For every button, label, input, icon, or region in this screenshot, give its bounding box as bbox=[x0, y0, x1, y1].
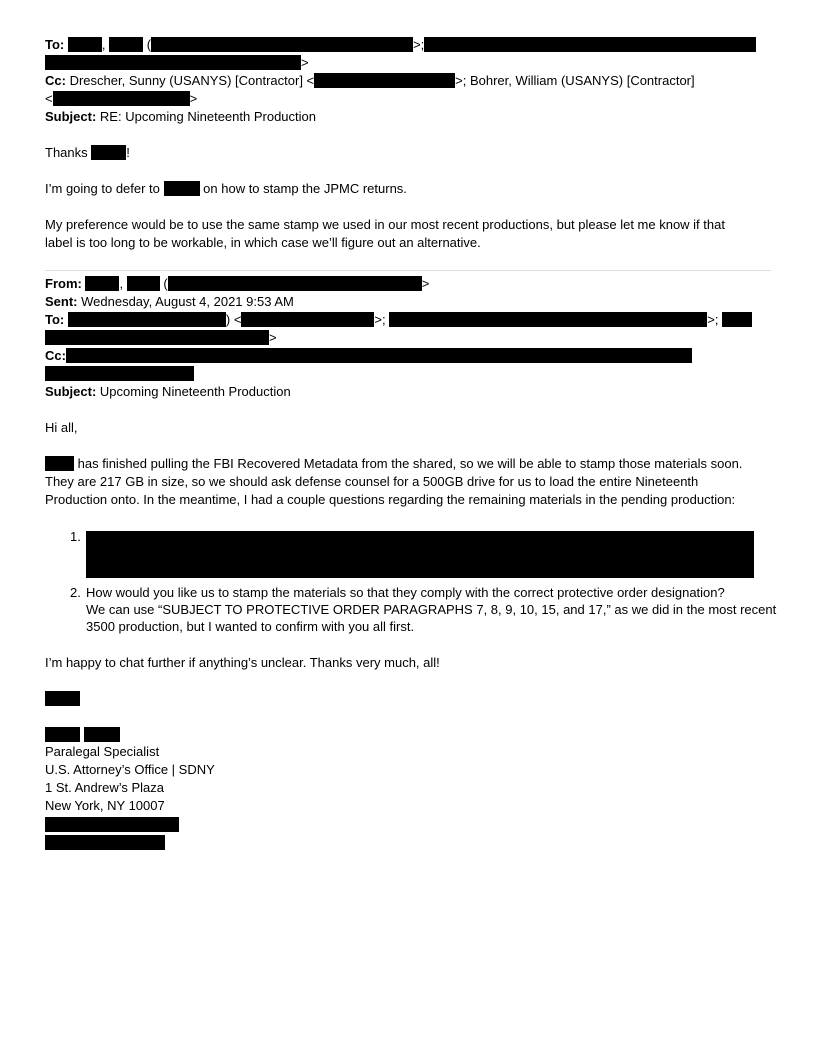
list-item-2-line-1: How would you like us to stamp the materials so that they comply with the correct protective order designation? bbox=[86, 585, 725, 600]
body-line-2: They are 217 GB in size, so we should ask defense counsel for a 500GB drive for us to load the entire Nineteenth bbox=[45, 474, 699, 489]
cc-recipient-1: Drescher, Sunny (USANYS) [Contractor] < bbox=[69, 73, 315, 88]
redaction bbox=[45, 456, 74, 471]
redaction bbox=[127, 276, 160, 291]
separator: < bbox=[45, 91, 53, 106]
sent-date: Wednesday, August 4, 2021 9:53 AM bbox=[81, 294, 294, 309]
list-number-1: 1. bbox=[70, 529, 81, 544]
redaction bbox=[85, 276, 119, 291]
redaction bbox=[241, 312, 374, 327]
preference-line-2: label is too long to be workable, in which case we’ll figure out an alternative. bbox=[45, 235, 481, 250]
original-to-line-cont: > bbox=[45, 329, 277, 346]
redaction bbox=[314, 73, 455, 88]
separator: >; bbox=[413, 37, 425, 52]
reply-cc-line-cont bbox=[45, 90, 197, 107]
reply-to-line-cont bbox=[45, 54, 309, 71]
message-divider bbox=[45, 270, 771, 271]
redaction-list-item-1 bbox=[86, 531, 754, 578]
sig-address-2: New York, NY 10007 bbox=[45, 798, 165, 813]
original-subject-line bbox=[45, 383, 291, 400]
redaction-sig-phone bbox=[45, 817, 179, 832]
original-cc-line bbox=[45, 347, 692, 364]
redaction bbox=[68, 312, 226, 327]
redaction bbox=[722, 312, 752, 327]
preference-line-1: My preference would be to use the same stamp we used in our most recent productions, but please let me know if that bbox=[45, 217, 725, 232]
original-to-line: To: ) < >; >; bbox=[45, 311, 752, 328]
to-label: To: bbox=[45, 312, 65, 327]
cc-label: Cc: bbox=[45, 348, 66, 363]
redaction bbox=[109, 37, 143, 52]
reply-to-line bbox=[45, 36, 756, 53]
greeting: Hi all, bbox=[45, 420, 78, 435]
list-item-2-line-2: We can use “SUBJECT TO PROTECTIVE ORDER PARAGRAPHS 7, 8, 9, 10, 15, and 17,” as we did in the most recent bbox=[86, 602, 777, 617]
list-number-2: 2. bbox=[70, 585, 81, 600]
redaction bbox=[53, 91, 190, 106]
cc-recipient-2: >; Bohrer, William (USANYS) [Contractor] bbox=[455, 73, 695, 88]
reply-cc-line bbox=[45, 72, 695, 89]
redaction bbox=[68, 37, 102, 52]
sig-title: Paralegal Specialist bbox=[45, 744, 160, 759]
original-sent-line bbox=[45, 293, 294, 310]
thanks-line: Thanks ! bbox=[45, 145, 130, 160]
separator: ( bbox=[146, 37, 152, 52]
original-cc-line-cont bbox=[45, 365, 194, 382]
redaction bbox=[151, 37, 413, 52]
subject-text: Upcoming Nineteenth Production bbox=[99, 384, 291, 399]
sig-address-1: 1 St. Andrew’s Plaza bbox=[45, 780, 164, 795]
defer-line: I’m going to defer to on how to stamp the JPMC returns. bbox=[45, 181, 407, 196]
redaction bbox=[168, 276, 422, 291]
to-label: To: bbox=[45, 37, 65, 52]
redaction-signoff bbox=[45, 691, 80, 706]
cc-label: Cc: bbox=[45, 73, 66, 88]
redaction-sig-name bbox=[84, 727, 120, 742]
from-label: From: bbox=[45, 276, 82, 291]
redaction bbox=[91, 145, 126, 160]
original-from-line: From: , ( > bbox=[45, 276, 430, 291]
separator: , bbox=[101, 37, 106, 52]
subject-label: Subject: bbox=[45, 384, 97, 399]
separator: > bbox=[301, 55, 309, 70]
subject-label: Subject: bbox=[45, 109, 97, 124]
redaction bbox=[45, 55, 301, 70]
redaction bbox=[66, 348, 692, 363]
sig-office: U.S. Attorney’s Office | SDNY bbox=[45, 762, 215, 777]
redaction-sig-email bbox=[45, 835, 165, 850]
redaction bbox=[389, 312, 707, 327]
subject-text: RE: Upcoming Nineteenth Production bbox=[99, 109, 316, 124]
body-line-1: has finished pulling the FBI Recovered Metadata from the shared, so we will be able to stamp those materials soon. bbox=[45, 455, 742, 472]
redaction bbox=[424, 37, 756, 52]
redaction bbox=[45, 366, 194, 381]
closing-line: I’m happy to chat further if anything’s unclear. Thanks very much, all! bbox=[45, 655, 440, 670]
redaction bbox=[164, 181, 200, 196]
reply-subject-line bbox=[45, 108, 316, 125]
body-line-3: Production onto. In the meantime, I had a couple questions regarding the remaining materials in the pending production: bbox=[45, 492, 736, 507]
sent-label: Sent: bbox=[45, 294, 78, 309]
list-item-2-line-3: 3500 production, but I wanted to confirm with you all first. bbox=[86, 619, 415, 634]
redaction-sig-name bbox=[45, 727, 80, 742]
redaction bbox=[45, 330, 269, 345]
separator: > bbox=[189, 91, 198, 106]
